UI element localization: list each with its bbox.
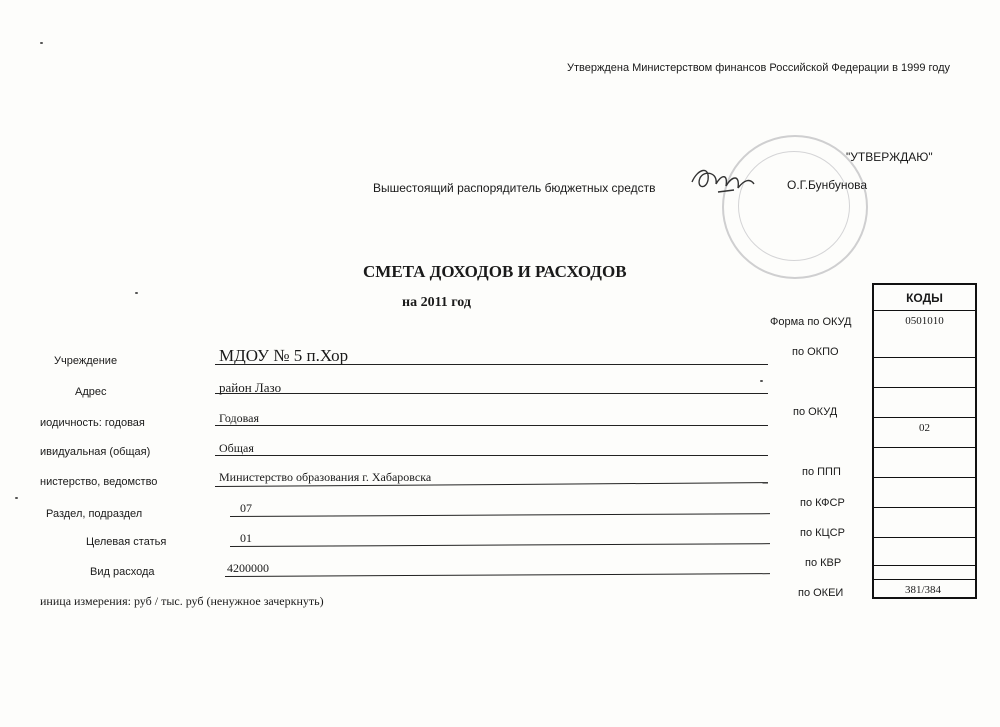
- code-cell: [874, 388, 975, 418]
- field-value-target: 01: [240, 531, 252, 545]
- field-underline: [230, 513, 770, 517]
- code-label-kvr: по КВР: [805, 557, 842, 569]
- field-label-periodicity: иодичность: годовая: [40, 417, 145, 429]
- field-label-target: Целевая статья: [86, 536, 167, 548]
- code-cell: 02: [874, 418, 975, 448]
- units-note: иница измерения: руб / тыс. руб (ненужное зачеркнуть): [40, 594, 324, 608]
- code-cell: [874, 358, 975, 388]
- signature-icon: [688, 160, 768, 200]
- field-label-ministry: нистерство, ведомство: [40, 476, 158, 488]
- field-underline: [215, 425, 768, 426]
- scan-speck: [135, 292, 138, 294]
- field-value-address: район Лазо: [219, 380, 282, 395]
- field-underline: [230, 543, 770, 547]
- field-underline: [215, 393, 768, 394]
- field-label-institution: Учреждение: [54, 355, 118, 367]
- code-cell: [874, 538, 975, 566]
- code-label-okei: по ОКЕИ: [798, 587, 844, 599]
- document-subtitle: на 2011 год: [402, 295, 471, 310]
- field-value-periodicity: Годовая: [219, 411, 259, 425]
- field-label-section: Раздел, подраздел: [46, 508, 143, 520]
- codes-header: КОДЫ: [874, 285, 975, 311]
- field-label-expense: Вид расхода: [90, 566, 155, 578]
- code-label-okpo: по ОКПО: [792, 346, 839, 358]
- code-cell: 0501010: [874, 311, 975, 358]
- code-cell: [874, 508, 975, 538]
- field-underline: [215, 364, 768, 365]
- field-underline: [215, 455, 768, 456]
- field-value-ministry: Министерство образования г. Хабаровска: [219, 470, 432, 484]
- code-label-okud: Форма по ОКУД: [770, 316, 852, 328]
- codes-table: [872, 283, 977, 599]
- document-title: СМЕТА ДОХОДОВ И РАСХОДОВ: [363, 262, 627, 281]
- field-label-address: Адрес: [75, 386, 107, 398]
- code-label-kcsr: по КЦСР: [800, 527, 845, 539]
- code-cell: [874, 566, 975, 580]
- field-value-institution: МДОУ № 5 п.Хор: [219, 346, 349, 365]
- superior-label: Вышестоящий распорядитель бюджетных средств: [373, 181, 656, 195]
- code-label-kfsr: по КФСР: [800, 497, 845, 509]
- field-value-type: Общая: [219, 441, 254, 455]
- scan-speck: [15, 497, 18, 499]
- field-underline: [225, 573, 770, 577]
- field-label-type: ивидуальная (общая): [40, 446, 151, 458]
- approval-note: Утверждена Министерством финансов Российской Федерации в 1999 году: [567, 62, 951, 74]
- field-value-expense: 4200000: [227, 561, 269, 575]
- scan-speck: [40, 42, 43, 44]
- code-label-okud-2: по ОКУД: [793, 406, 838, 418]
- head-name: О.Г.Бунбунова: [787, 178, 868, 192]
- code-label-ppp: по ППП: [802, 466, 841, 478]
- code-cell: [874, 478, 975, 508]
- approval-stamp-text: "УТВЕРЖДАЮ": [846, 150, 933, 164]
- code-cell: [874, 448, 975, 478]
- code-value-okei: 381/384: [905, 584, 942, 596]
- field-value-section: 07: [240, 501, 252, 515]
- seal-icon: [722, 135, 868, 279]
- scan-speck: [760, 380, 763, 382]
